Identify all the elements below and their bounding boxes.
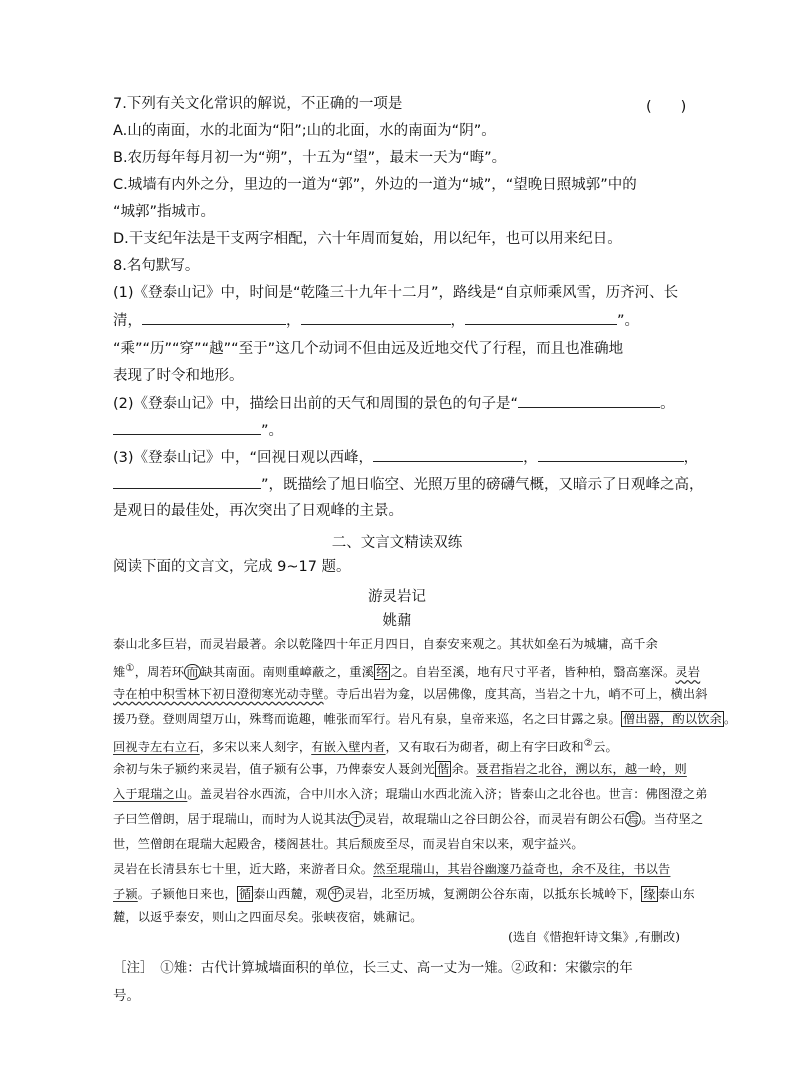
q8-part1-blanks <box>113 310 639 331</box>
wavy-underlined-phrase: 寺在柏中积雪林下初日澄彻寒光动寺壁 <box>113 687 324 701</box>
blank-separator: ， <box>450 313 465 329</box>
answer-blank-6[interactable] <box>373 447 523 462</box>
q7-answer-paren: ( ) <box>646 99 687 115</box>
answer-blank-4[interactable] <box>518 393 660 408</box>
passage-author: 姚鼐 <box>382 613 412 629</box>
q8-part1-line1: (1)《登泰山记》中，时间是“乾隆三十九年十二月”，路线是“自京师乘风雪，历齐河、长 <box>113 285 679 301</box>
passage-line: 子颍。子颍他日来也， 循 泰山西麓，观 乎 灵岩，北至历城，复溯朗公谷东南，以抵东长城岭下， 缘 泰山东 <box>113 887 695 901</box>
passage-line: 子曰竺僧朗，居于琨瑞山，而时为人说其法 于 灵岩，故琨瑞山之谷曰朗公谷，而灵岩有朗公石 焉 。当苻坚之 <box>113 812 704 826</box>
notes-line-1: ［注］ ①雉：古代计算城墙面积的单位，长三丈、高一丈为一雉。②政和：宋徽宗的年 <box>113 960 633 976</box>
q8-part1-line3: “乘”“历”“穿”“越”“至于”这几个动词不但由远及近地交代了行程，而且也准确地 <box>113 341 624 357</box>
q8-part3-prefix: (3)《登泰山记》中，“回视日观以西峰， <box>113 450 374 466</box>
section-instruction: 阅读下面的文言文，完成 9~17 题。 <box>113 559 351 575</box>
underlined-phrase: 聂君指岩之北谷，溯以东，越一岭，则 <box>476 762 687 776</box>
answer-blank-7[interactable] <box>538 447 684 462</box>
boxed-word: 循 <box>238 887 252 901</box>
q7-option-c-line2: “城郭”指城市。 <box>113 204 216 220</box>
passage-line: 世，竺僧朗在琨瑞大起殿舍，楼阁甚壮。其后颓废至尽，而灵岩自宋以来，观宇益兴。 <box>113 837 584 851</box>
boxed-word: 偕 <box>437 762 450 776</box>
passage-line: 泰山北多巨岩，而灵岩最著。余以乾隆四十年正月四日，自泰安来观之。其状如垒石为城墉，高千余 <box>113 637 659 651</box>
q8-part3-line1 <box>113 447 698 468</box>
q8-part1-line4: 表现了时令和地形。 <box>113 368 244 384</box>
q7-option-d: D.干支纪年法是干支两字相配，六十年周而复始，用以纪年，也可以用来纪日。 <box>113 231 622 247</box>
q8-part2-suffix: ”。 <box>261 423 284 439</box>
q8-part1-suffix: ”。 <box>617 313 640 329</box>
boxed-word: 络 <box>376 665 389 680</box>
q7-stem: 7.下列有关文化常识的解说，不正确的一项是 <box>113 96 403 112</box>
blank-period: 。 <box>660 396 675 412</box>
q8-part2-line2 <box>113 420 283 441</box>
answer-blank-2[interactable] <box>301 310 451 325</box>
passage-line: 寺在柏中积雪林下初日澄彻寒光动寺壁。寺后出岩为龛，以居佛像，度其高，当岩之十九，峭不可上，横出斜 <box>113 687 708 701</box>
q8-part1-prefix: 清， <box>113 313 142 329</box>
passage-source: (选自《惜抱轩诗文集》,有删改) <box>508 930 680 944</box>
passage-line: 余初与朱子颍约来灵岩，值子颍有公事，乃俾泰安人聂剑光 偕 余。聂君指岩之北谷，溯以东，越一岭，则 <box>113 762 687 776</box>
boxed-phrase: 僧出器，酌以饮余 <box>622 712 722 726</box>
passage-title: 游灵岩记 <box>368 589 426 605</box>
answer-blank-8[interactable] <box>113 474 261 489</box>
blank-separator: ， <box>523 450 538 466</box>
underlined-phrase: 然至琨瑞山，其岩谷幽邃乃益奇也，余不及往，书以告 <box>373 862 671 876</box>
passage-line: 雉①，周若环 而 缺其南面。南则重嶂蔽之，重溪 络 之。自岩至溪，地有尺寸平者，皆种柏，翳高塞深。灵岩 <box>113 663 701 680</box>
q8-part3-suffix: ”，既描绘了旭日临空、光照万里的磅礴气概，又暗示了日观峰之高， <box>261 477 704 493</box>
boxed-word: 缘 <box>643 887 656 901</box>
notes-line-2: 号。 <box>113 988 140 1004</box>
wavy-underlined-phrase: 灵岩 <box>675 665 701 680</box>
q8-stem: 8.名句默写。 <box>113 258 200 274</box>
q8-part2-prefix: (2)《登泰山记》中，描绘日出前的天气和周围的景色的句子是“ <box>113 396 519 412</box>
answer-blank-3[interactable] <box>465 310 617 325</box>
circled-word: 于 <box>350 812 363 826</box>
underlined-phrase: 子颍 <box>113 887 138 901</box>
underlined-phrase: 回视寺左右立石 <box>113 740 200 755</box>
blank-separator: ， <box>683 450 699 466</box>
footnote-marker-2: ② <box>583 738 594 749</box>
section-heading: 二、文言文精读双练 <box>331 535 463 551</box>
underlined-phrase: 入于琨瑞之山 <box>113 787 188 801</box>
q7-option-a: A.山的南面，水的北面为“阳”;山的北面，水的南面为“阴”。 <box>113 123 496 139</box>
footnote-marker-1: ① <box>125 663 135 674</box>
passage-line: 灵岩在长清县东七十里，近大路，来游者日众。然至琨瑞山，其岩谷幽邃乃益奇也，余不及往，书以告 <box>113 862 671 876</box>
passage-line: 入于琨瑞之山。盖灵岩谷水西流，合中川水入济；琨瑞山水西北流入济；皆泰山之北谷也。世言：佛图澄之弟 <box>113 787 708 801</box>
answer-blank-5[interactable] <box>113 420 261 435</box>
circled-word: 而 <box>186 665 199 680</box>
q7-option-c-line1: C.城墙有内外之分，里边的一道为“郭”，外边的一道为“城”，“望晚日照城郭”中的 <box>113 177 637 193</box>
circled-word: 焉 <box>626 812 640 826</box>
q8-part3-line2 <box>113 474 704 495</box>
underlined-phrase: 有嵌入壁内者 <box>311 740 386 755</box>
circled-word: 乎 <box>329 887 342 901</box>
q7-option-b: B.农历每年每月初一为“朔”，十五为“望”，最末一天为“晦”。 <box>113 150 507 166</box>
q8-part3-line3: 是观日的最佳处，再次突出了日观峰的主景。 <box>113 503 403 519</box>
passage-line: 麓，以返乎泰安，则山之四面尽矣。张峡夜宿，姚鼐记。 <box>113 910 423 924</box>
answer-blank-1[interactable] <box>142 310 286 325</box>
passage-line: 援乃登。登则周望万山，殊骛而诡趣，帷张而军行。岩凡有泉，皇帝来巡，名之曰甘露之泉。 僧出器，酌以饮余 。 <box>113 712 737 726</box>
q8-part2-line1 <box>113 393 675 414</box>
passage-line: 回视寺左右立石，多宋以来人刻字，有嵌入壁内者，又有取石为砌者，砌上有字曰政和②云。 <box>113 738 618 755</box>
blank-separator: ， <box>286 313 301 329</box>
